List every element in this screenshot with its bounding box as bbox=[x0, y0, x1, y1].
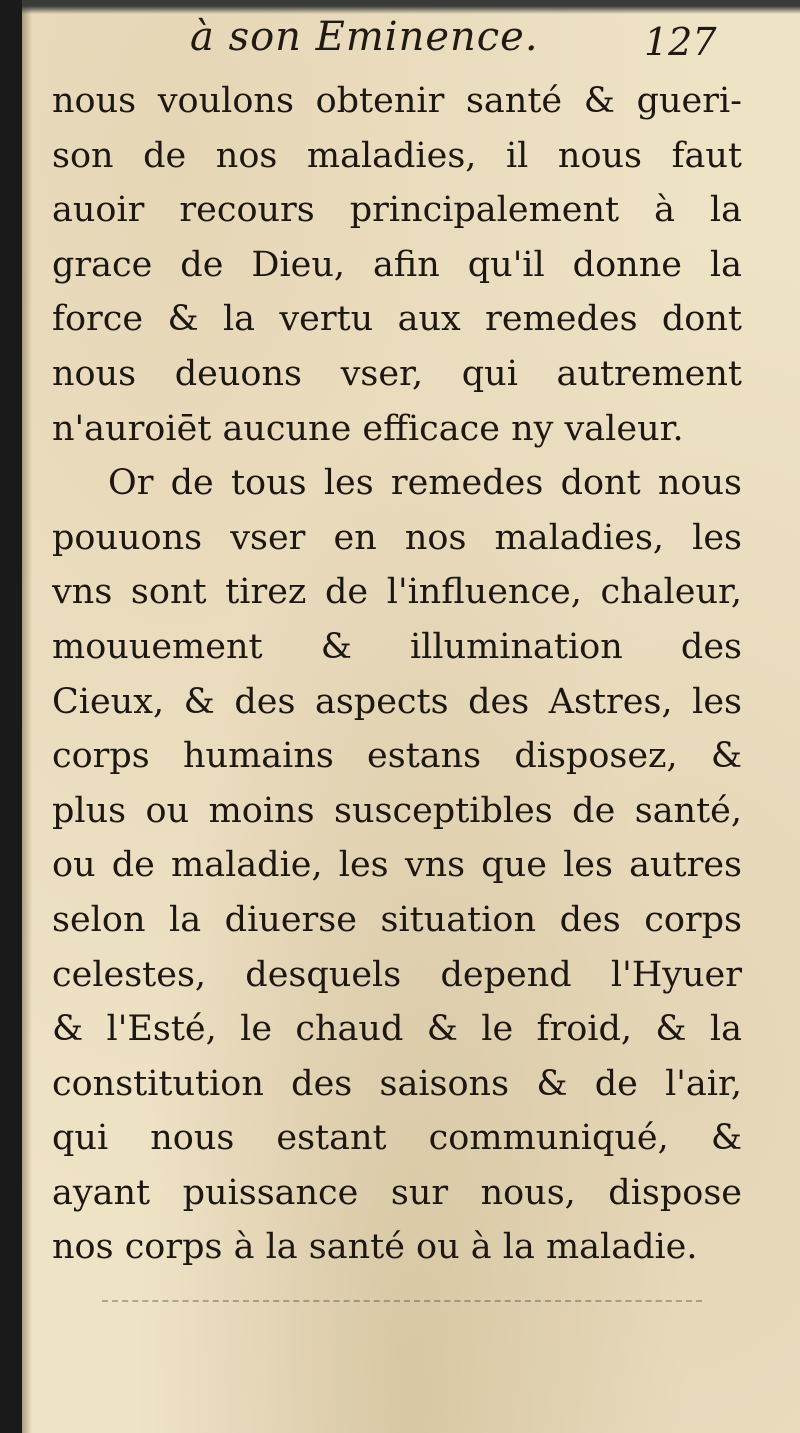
text-line: auoir recours principalement à la bbox=[52, 190, 742, 231]
text-line: Cieux, & des aspects des Astres, les bbox=[52, 681, 742, 722]
text-line: force & la vertu aux remedes dont bbox=[52, 299, 742, 340]
text-line: n'auroiēt aucune efficace ny valeur. bbox=[52, 408, 684, 449]
page-gutter-shadow bbox=[22, 0, 32, 1433]
text-line: nous voulons obtenir santé & gueri- bbox=[52, 81, 742, 121]
text-line: vns sont tirez de l'influence, chaleur, bbox=[52, 572, 742, 613]
text-line: nos corps à la santé ou à la maladie. bbox=[52, 1227, 698, 1268]
text-line: plus ou moins susceptibles de santé, bbox=[52, 790, 742, 831]
scan-top-border bbox=[22, 0, 800, 14]
text-line: nous deuons vser, qui autrement bbox=[52, 353, 742, 394]
text-line: mouuement & illumination des bbox=[52, 626, 742, 667]
text-line: son de nos maladies, il nous faut bbox=[52, 135, 742, 176]
text-line: ayant puissance sur nous, dispose bbox=[52, 1172, 742, 1213]
text-line: & l'Esté, le chaud & le froid, & la bbox=[52, 1009, 742, 1050]
text-line: pouuons vser en nos maladies, les bbox=[52, 517, 742, 558]
text-line: qui nous estant communiqué, & bbox=[52, 1118, 742, 1159]
book-page bbox=[22, 0, 800, 1433]
text-line: constitution des saisons & de l'air, bbox=[52, 1063, 742, 1104]
text-line: celestes, desquels depend l'Hyuer bbox=[52, 954, 742, 995]
running-head: à son Eminence. bbox=[190, 14, 539, 60]
body-text bbox=[52, 74, 742, 1275]
text-line: selon la diuerse situation des corps bbox=[52, 899, 742, 940]
page-number: 127 bbox=[644, 20, 717, 64]
text-line: Or de tous les remedes dont nous bbox=[108, 463, 742, 504]
text-line: ou de maladie, les vns que les autres bbox=[52, 845, 742, 886]
text-line: grace de Dieu, afin qu'il donne la bbox=[52, 244, 742, 285]
text-line: corps humains estans disposez, & bbox=[52, 736, 742, 777]
page-bottom-mark bbox=[102, 1300, 702, 1302]
